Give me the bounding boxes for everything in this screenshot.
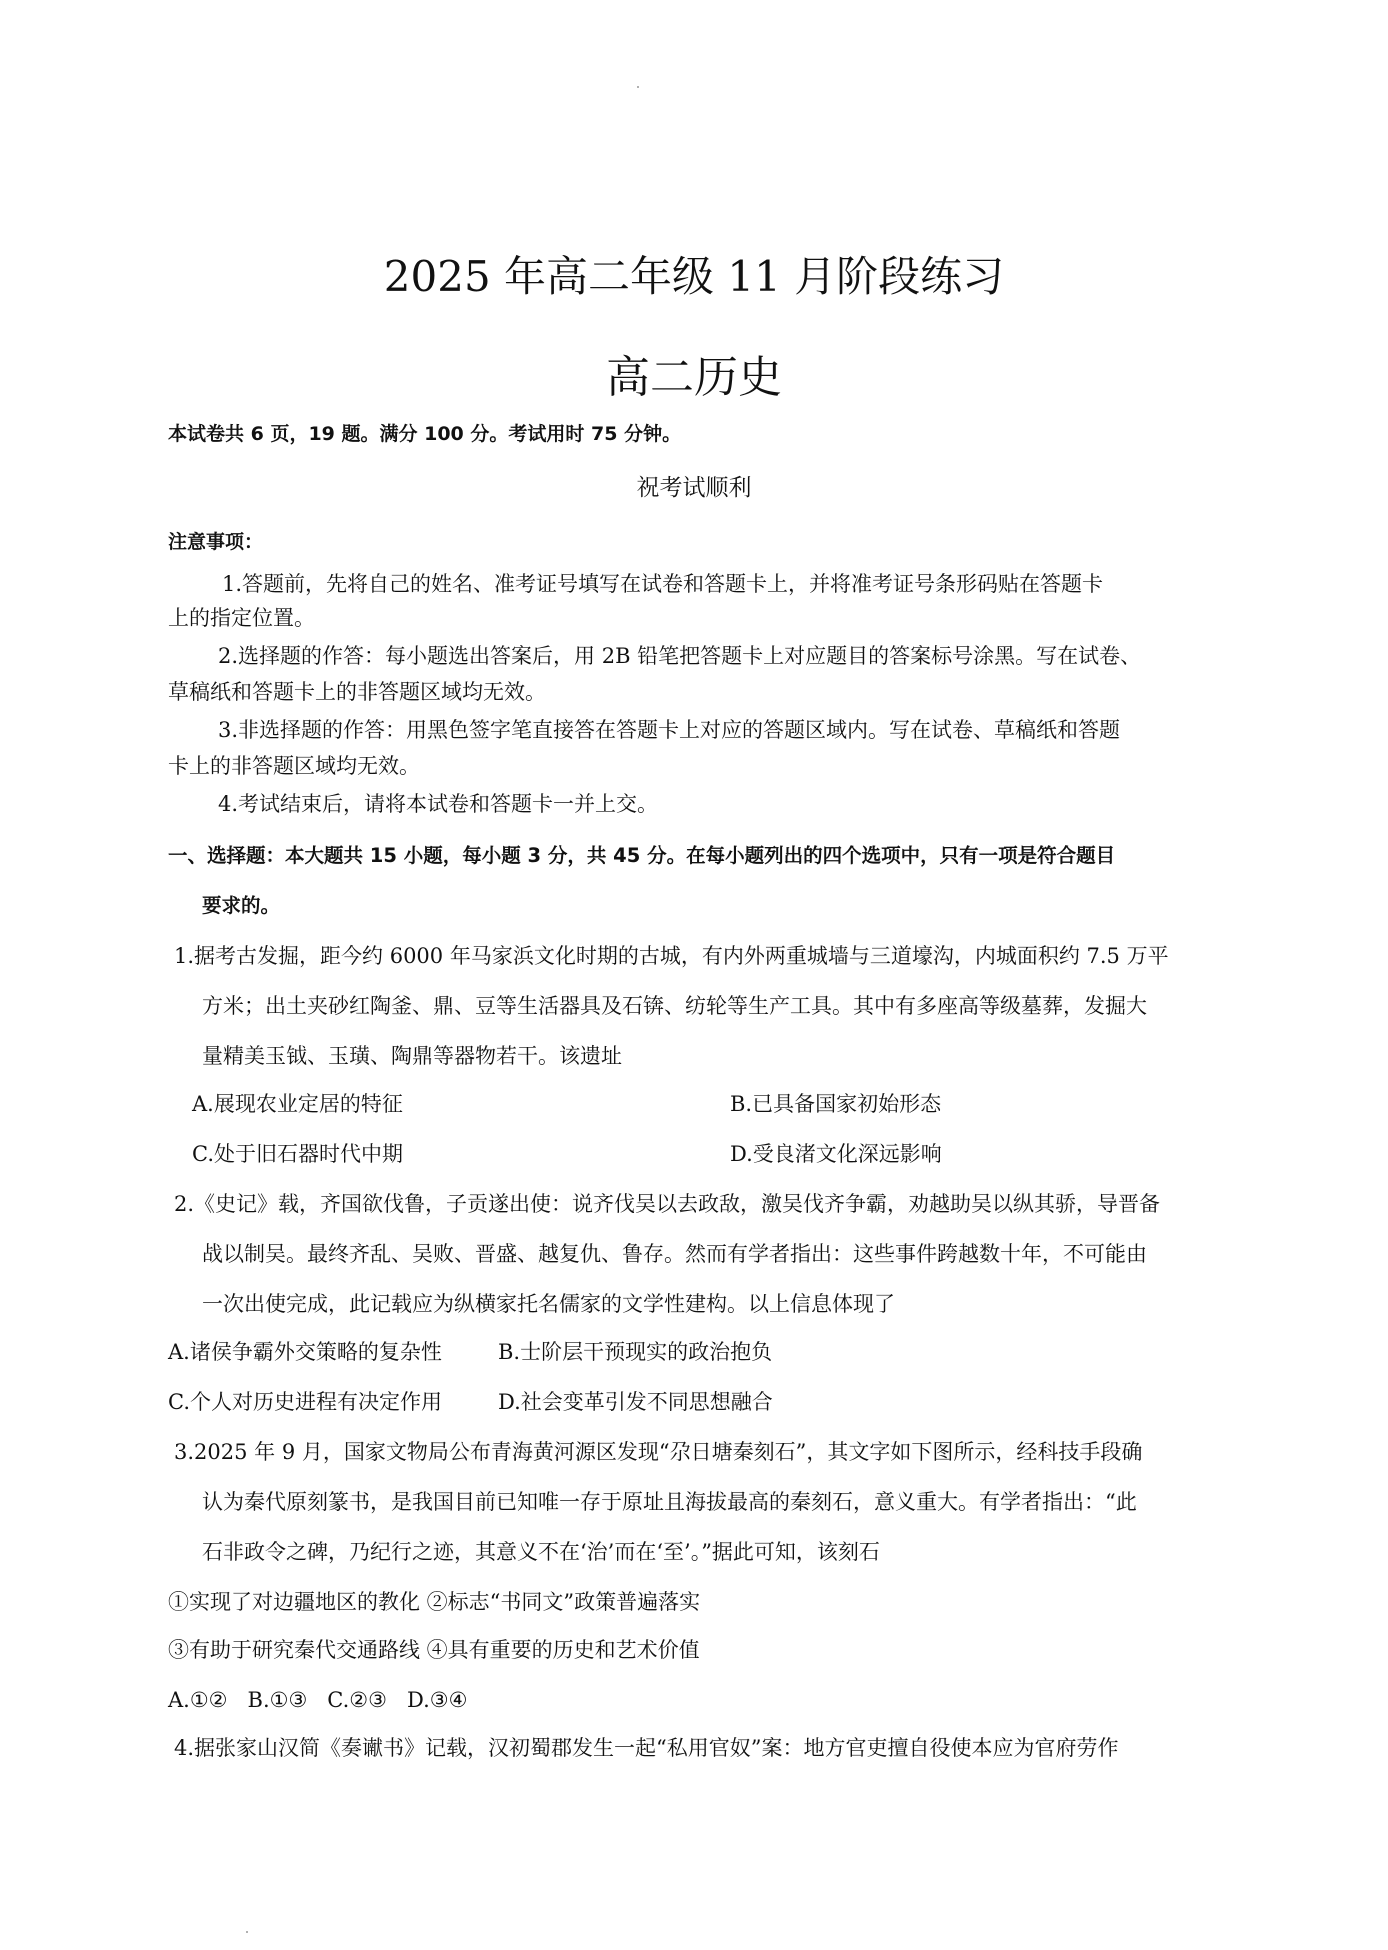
section-heading-line-1: 一、选择题：本大题共 15 小题，每小题 3 分，共 45 分。在每小题列出的四个选项中，只有一项是符合题目 (168, 844, 1116, 867)
notes-heading: 注意事项： (168, 531, 264, 553)
q1-option-c: C.处于旧石器时代中期 (192, 1142, 403, 1166)
note-line-4: 草稿纸和答题卡上的非答题区域均无效。 (168, 680, 546, 704)
q1-line-1: 1.据考古发掘，距今约 6000 年马家浜文化时期的古城，有内外两重城墙与三道壕沟，内城面积约 7.5 万平 (174, 944, 1169, 968)
section-heading-line-2: 要求的。 (202, 894, 281, 917)
good-luck-text: 祝考试顺利 (636, 475, 752, 501)
q3-options: A.①② B.①③ C.②③ D.③④ (168, 1688, 468, 1712)
scan-dot (637, 86, 639, 88)
note-line-2: 上的指定位置。 (168, 606, 315, 630)
q3-statements-line-1: ①实现了对边疆地区的教化 ②标志“书同文”政策普遍落实 (168, 1590, 701, 1614)
q2-option-b: B.士阶层干预现实的政治抱负 (498, 1340, 773, 1364)
note-line-3: 2.选择题的作答：每小题选出答案后，用 2B 铅笔把答题卡上对应题目的答案标号涂黑。写在试卷、 (218, 644, 1142, 668)
scan-dot (246, 1931, 248, 1933)
q2-option-c: C.个人对历史进程有决定作用 (168, 1390, 442, 1414)
q2-line-3: 一次出使完成，此记载应为纵横家托名儒家的文学性建构。以上信息体现了 (202, 1292, 895, 1316)
q4-line-1: 4.据张家山汉简《奏谳书》记载，汉初蜀郡发生一起“私用官奴”案：地方官吏擅自役使本应为官府劳作 (174, 1736, 1119, 1760)
q2-option-a: A.诸侯争霸外交策略的复杂性 (168, 1340, 442, 1364)
note-line-6: 卡上的非答题区域均无效。 (168, 754, 420, 778)
q3-line-3: 石非政令之碑，乃纪行之迹，其意义不在‘治’而在‘至’。”据此可知，该刻石 (202, 1540, 880, 1564)
note-line-7: 4.考试结束后，请将本试卷和答题卡一并上交。 (218, 792, 659, 816)
subject-title: 高二历史 (606, 352, 782, 403)
q2-option-d: D.社会变革引发不同思想融合 (498, 1390, 773, 1414)
exam-info: 本试卷共 6 页，19 题。满分 100 分。考试用时 75 分钟。 (168, 423, 682, 445)
note-line-5: 3.非选择题的作答：用黑色签字笔直接答在答题卡上对应的答题区域内。写在试卷、草稿纸和答题 (218, 718, 1121, 742)
q1-option-d: D.受良渚文化深远影响 (730, 1142, 942, 1166)
q1-option-b: B.已具备国家初始形态 (730, 1092, 942, 1116)
q2-line-2: 战以制吴。最终齐乱、吴败、晋盛、越复仇、鲁存。然而有学者指出：这些事件跨越数十年，不可能由 (202, 1242, 1147, 1266)
q1-line-3: 量精美玉钺、玉璜、陶鼎等器物若干。该遗址 (202, 1044, 622, 1068)
q3-line-1: 3.2025 年 9 月，国家文物局公布青海黄河源区发现“尕日塘秦刻石”，其文字如下图所示，经科技手段确 (174, 1440, 1143, 1464)
q2-line-1: 2.《史记》载，齐国欲伐鲁，子贡遂出使：说齐伐吴以去政敌，激吴伐齐争霸，劝越助吴以纵其骄，导晋备 (174, 1192, 1161, 1216)
exam-title: 2025 年高二年级 11 月阶段练习 (383, 252, 1005, 301)
note-line-1: 1.答题前，先将自己的姓名、准考证号填写在试卷和答题卡上，并将准考证号条形码贴在答题卡 (222, 572, 1104, 596)
q3-line-2: 认为秦代原刻篆书，是我国目前已知唯一存于原址且海拔最高的秦刻石，意义重大。有学者指出：“此 (202, 1490, 1137, 1514)
q1-line-2: 方米；出土夹砂红陶釜、鼎、豆等生活器具及石锛、纺轮等生产工具。其中有多座高等级墓葬，发掘大 (202, 994, 1147, 1018)
q3-statements-line-2: ③有助于研究秦代交通路线 ④具有重要的历史和艺术价值 (168, 1638, 700, 1662)
q1-option-a: A.展现农业定居的特征 (192, 1092, 403, 1116)
